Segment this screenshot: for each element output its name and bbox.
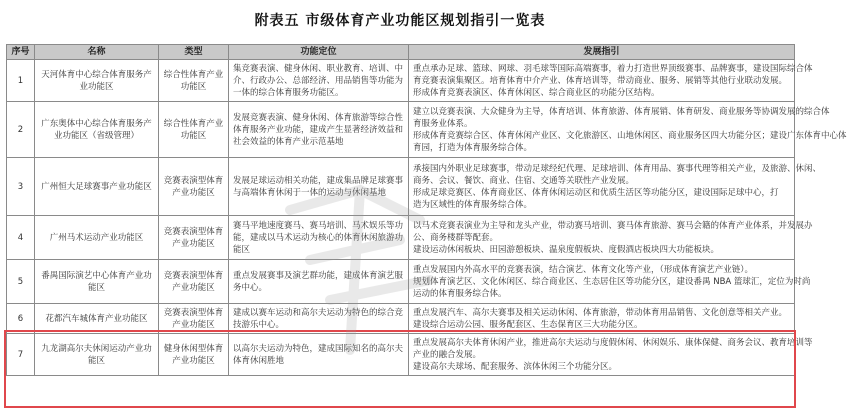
- row-number: 3: [7, 158, 35, 216]
- header-no: 序号: [7, 45, 35, 60]
- function-position: 集竞赛表演、健身休闲、职业教育、培训、中介、行政办公、总部经济、用品销售等功能为一体的综合体育服务功能区。: [229, 60, 409, 102]
- header-guide: 发展指引: [409, 45, 795, 60]
- guide-line: 重点发展国内外高水平的竞赛表演，结合演艺、体育文化等产业，（形成体育演艺产业链）。: [413, 264, 754, 275]
- development-guide: [409, 304, 795, 334]
- area-name: 广州恒大足球赛事产业功能区: [35, 158, 159, 216]
- guide-line: 公、商务楼群等配套。: [413, 232, 499, 243]
- guide-line: 建立以竞赛表演、大众健身为主导，体育培训、体育旅游、体育展销、体育研发、商业服务等协调发展的综合体: [413, 106, 830, 117]
- area-name: 广州马术运动产业功能区: [35, 216, 159, 260]
- guide-line: 育服务业体系。: [413, 118, 473, 129]
- function-position: 重点发展赛事及演艺群功能，建成体育演艺服务中心。: [229, 260, 409, 304]
- area-type: 综合性体育产业功能区: [159, 60, 229, 102]
- guide-line: 造为区域性的体育服务综合体。: [413, 199, 533, 210]
- area-name: 花都汽车城体育产业功能区: [35, 304, 159, 334]
- table-row: [7, 102, 795, 158]
- table-row: [7, 334, 795, 376]
- page-title: 附表五 市级体育产业功能区规划指引一览表: [254, 13, 546, 29]
- guide-line: 重点发展高尔夫体育休闲产业，推进高尔夫运动与度假休闲、休闲娱乐、康体保健、商务会议、教育培训等: [413, 337, 813, 348]
- area-name: 天河体育中心综合体育服务产业功能区: [35, 60, 159, 102]
- function-position: 赛马平地速度赛马、赛马培训、马术娱乐等功能，建成以马术运动为核心的体育休闲旅游功能区: [229, 216, 409, 260]
- area-type: 竞赛表演型体育产业功能区: [159, 304, 229, 334]
- development-guide: [409, 158, 822, 216]
- guide-line: 育竞赛表演集聚区。培育体育中介产业、体育培训等，带动商业、服务、展销等其他行业联动发展。: [413, 75, 788, 86]
- guide-line: 承接国内外职业足球赛事，带动足球经纪代理、足球培训、体育用品、赛事代理等相关产业，及旅游、休闲、: [413, 163, 822, 174]
- area-name: 广东奥体中心综合体育服务产业功能区（省级管理）: [35, 102, 159, 158]
- area-type: 综合性体育产业功能区: [159, 102, 229, 158]
- guide-line: 形成体育竞赛综合区、体育休闲产业区、文化旅游区、山地休闲区、商业服务区四大功能分区；建设广东体育中心体: [413, 130, 847, 141]
- development-guide: [409, 216, 813, 260]
- row-number: 5: [7, 260, 35, 304]
- row-number: 1: [7, 60, 35, 102]
- row-number: 4: [7, 216, 35, 260]
- planning-table: [6, 44, 847, 376]
- area-type: 竞赛表演型体育产业功能区: [159, 216, 229, 260]
- table-row: [7, 60, 795, 102]
- area-type: 竞赛表演型体育产业功能区: [159, 260, 229, 304]
- guide-line: 以马术竞赛表演业为主导和龙头产业，带动赛马培训、赛马体育旅游、赛马会籍的体育产业体系，并发展办: [413, 220, 813, 231]
- guide-line: 建设高尔夫球场、配套服务、滨体休闲三个功能分区。: [413, 361, 618, 372]
- guide-line: 商务、会议、餐饮、商业、住宿、交通等关联性产业发展。: [413, 175, 635, 186]
- table-row: [7, 304, 795, 334]
- header-name: 名称: [35, 45, 159, 60]
- guide-line: 产业的融合发展。: [413, 349, 482, 360]
- development-guide: [409, 334, 813, 376]
- guide-line: 建设综合运动公园、服务配套区、生态保育区三大功能分区。: [413, 319, 643, 330]
- row-number: 2: [7, 102, 35, 158]
- guide-line: 重点发展汽车、高尔夫赛事及相关运动休闲、体育旅游，带动体育用品销售、文化创意等相关产业。: [413, 307, 788, 318]
- development-guide: [409, 260, 811, 304]
- guide-line: 形成足球竞赛区、体育商业区、体育休闲运动区和优质生活区等功能分区，建设国际足球中心，打: [413, 187, 779, 198]
- function-position: 以高尔夫运动为特色，建成国际知名的高尔夫体育休闲胜地: [229, 334, 409, 376]
- table-row: [7, 216, 795, 260]
- header-type: 类型: [159, 45, 229, 60]
- guide-line: 育园，打造为体育服务综合体。: [413, 142, 533, 153]
- area-type: 健身休闲型体育产业功能区: [159, 334, 229, 376]
- development-guide: [409, 102, 847, 158]
- function-position: 发展足球运动相关功能，建成集品牌足球赛事与高端体育休闲于一体的运动与休闲基地: [229, 158, 409, 216]
- row-number: 7: [7, 334, 35, 376]
- header-position: 功能定位: [229, 45, 409, 60]
- development-guide: [409, 60, 813, 102]
- guide-line: 规划体育演艺区、文化休闲区、综合商业区、生态居住区等功能分区，建设番禺 NBA 篮球汇，定位为时尚: [413, 276, 811, 287]
- table-row: [7, 158, 795, 216]
- area-name: 番禺国际演艺中心体育产业功能区: [35, 260, 159, 304]
- guide-line: 重点承办足球、篮球、网球、羽毛球等国际高端赛事，着力打造世界顶级赛事、品牌赛事，建设国际综合体: [413, 63, 813, 74]
- function-position: 发展竞赛表演、健身休闲、体育旅游等综合性体育服务产业功能，建成产生显著经济效益和社会效益的体育产业示范基地: [229, 102, 409, 158]
- function-position: 建成以赛车运动和高尔夫运动为特色的综合竞技游乐中心。: [229, 304, 409, 334]
- table-header-row: [7, 45, 795, 60]
- guide-line: 建设运动休闲板块、田园游憩板块、温泉度假板块、度假酒店板块四大功能板块。: [413, 244, 720, 255]
- table-row: [7, 260, 795, 304]
- area-name: 九龙湖高尔夫休闲运动产业功能区: [35, 334, 159, 376]
- guide-line: 运动的体育服务综合体。: [413, 288, 507, 299]
- guide-line: 形成体育竞赛表演区、体育休闲区、综合商业区的功能分区结构。: [413, 87, 660, 98]
- area-type: 竞赛表演型体育产业功能区: [159, 158, 229, 216]
- row-number: 6: [7, 304, 35, 334]
